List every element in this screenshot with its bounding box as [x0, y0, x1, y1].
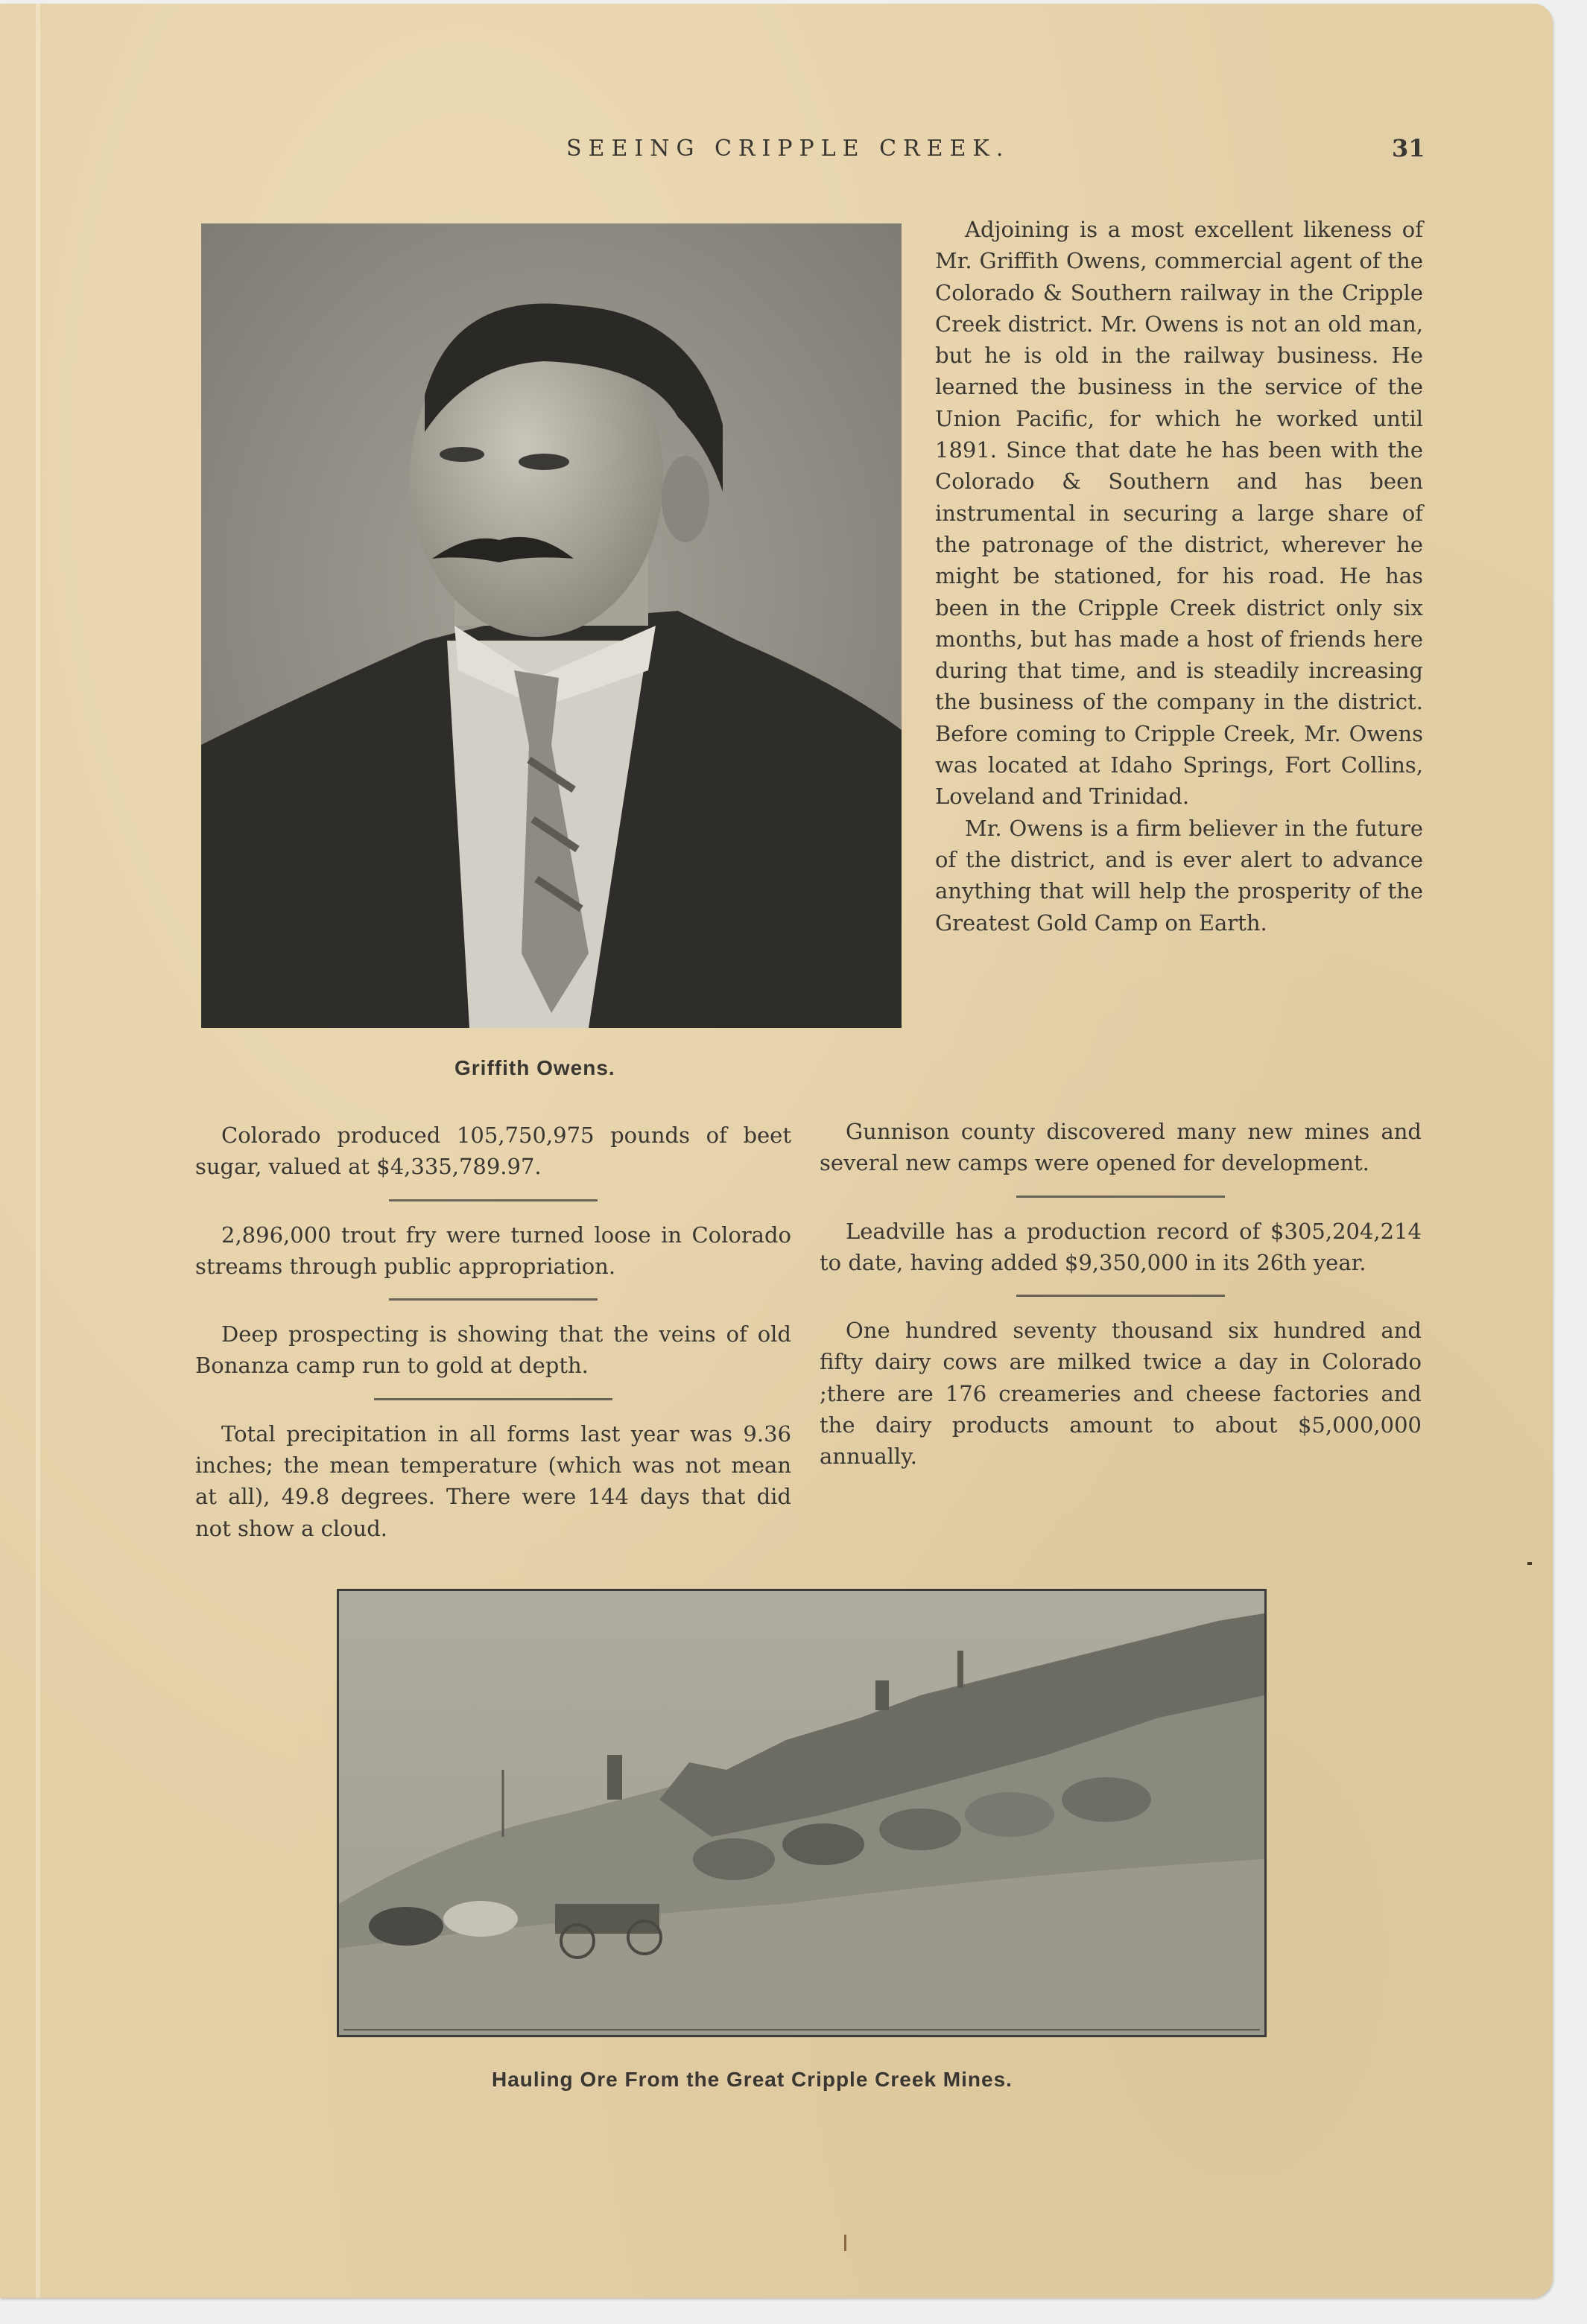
separator-rule: [374, 1398, 612, 1400]
photo-ore-load: [965, 1792, 1054, 1837]
separator-rule: [389, 1298, 598, 1301]
photo-mine-building: [607, 1755, 622, 1800]
photo-mine-stack: [957, 1651, 963, 1688]
separator-rule: [1016, 1295, 1225, 1297]
paper-stain: [844, 2235, 846, 2251]
photo-mine-building: [875, 1680, 889, 1710]
photo-horse: [693, 1838, 775, 1880]
photo-horse: [369, 1907, 443, 1946]
fact-item: Leadville has a production record of $305,204,214 to date, having added $9,350,000 in its 26th year.: [820, 1218, 1422, 1275]
page-number: 31: [1392, 134, 1425, 162]
portrait-ear: [662, 456, 709, 542]
portrait-illustration: [201, 223, 902, 1028]
separator-rule: [1016, 1196, 1225, 1198]
photo-horse: [879, 1809, 961, 1850]
fact-item: Deep prospecting is showing that the veins of old Bonanza camp run to gold at depth.: [195, 1321, 791, 1379]
bio-paragraph: Mr. Owens is a firm believer in the future of the district, and is ever alert to advance anything that will help the prosperity of the Greatest Gold Camp on Earth.: [935, 815, 1423, 936]
portrait-photo-griffith-owens: [201, 223, 902, 1028]
left-facts-column: [195, 1120, 791, 1544]
separator-rule: [389, 1199, 598, 1201]
portrait-caption: Griffith Owens.: [454, 1056, 615, 1079]
page-fold-crease: [36, 4, 40, 2298]
right-facts-column: [820, 1116, 1422, 1473]
bio-paragraph: Adjoining is a most excellent likeness of Mr. Griffith Owens, commercial agent of the Colorado & Southern railway in the Cripple Creek district. Mr. Owens is not an old man, but he is old in the railway business. He learned the business in the service of the Union Pacific, for which he worked until 1891. Since that date he has been with the Colorado & Southern and has been instrumental in securing a large share of the patronage of the district, wherever he might be stationed, for his road. He has been in the Cripple Creek district only six months, but has made a host of friends here during that time, and is steadily increasing the business of the company in the district. Before coming to Cripple Creek, Mr. Owens was located at Idaho Springs, Fort Collins, Loveland and Trinidad.: [935, 217, 1423, 810]
photo-white-horse: [443, 1901, 518, 1937]
fact-item: Colorado produced 105,750,975 pounds of beet sugar, valued at $4,335,789.97.: [195, 1123, 791, 1180]
fact-item: Total precipitation in all forms last year was 9.36 inches; the mean temperature (which was not mean at all), 49.8 degrees. There were 144 days that did not show a cloud.: [195, 1420, 791, 1541]
ink-speck: [1527, 1562, 1532, 1565]
biography-column: [935, 214, 1423, 939]
fact-item: One hundred seventy thousand six hundred and fifty dairy cows are milked twice a day in Colorado ;there are 176 creameries and cheese factories and the dairy products amount to about $5,000,000 annually.: [820, 1318, 1422, 1470]
running-head: SEEING CRIPPLE CREEK.: [566, 136, 1010, 162]
photo-horse: [782, 1823, 864, 1865]
photo-wagon: [555, 1904, 659, 1934]
ore-hauling-illustration: [339, 1591, 1264, 2035]
photo-inner-rule: [343, 2029, 1260, 2031]
fact-item: Gunnison county discovered many new mines and several new camps were opened for development.: [820, 1119, 1422, 1176]
portrait-eye-right: [519, 454, 569, 470]
ore-hauling-photo: [337, 1589, 1267, 2037]
ore-photo-caption: Hauling Ore From the Great Cripple Creek Mines.: [492, 2068, 1013, 2091]
portrait-eye-left: [440, 447, 484, 462]
fact-item: 2,896,000 trout fry were turned loose in Colorado streams through public appropriation.: [195, 1222, 791, 1279]
photo-ore-load: [1062, 1777, 1151, 1822]
